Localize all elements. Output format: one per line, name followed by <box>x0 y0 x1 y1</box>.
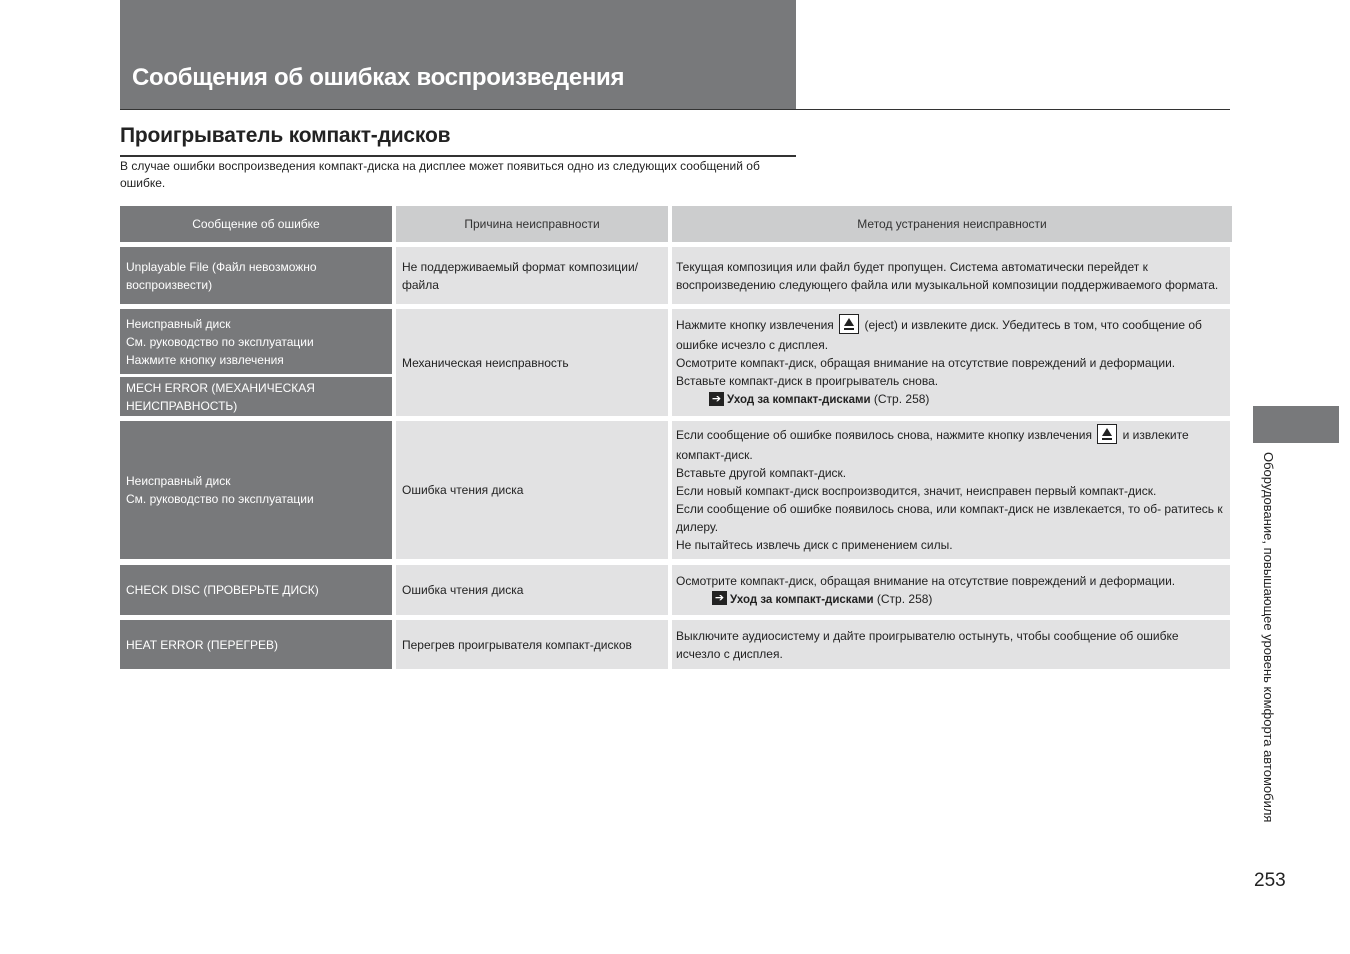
section-title: Проигрыватель компакт-дисков <box>120 124 451 147</box>
table-row-message <box>120 421 392 559</box>
cause-text: Не поддерживаемый формат композиции/файла <box>402 259 639 292</box>
table-row-cause <box>396 247 668 304</box>
page-title: Сообщения об ошибках воспроизведения <box>132 64 625 91</box>
header-band <box>120 0 796 109</box>
reference-title: Уход за компакт-дисками <box>730 593 874 606</box>
header-divider <box>120 109 1230 110</box>
solution-text: и извлеките компакт-диск. <box>676 428 1189 462</box>
section-divider <box>120 155 796 157</box>
eject-icon <box>839 314 859 334</box>
table-row-solution <box>672 620 1230 669</box>
reference-page: (Стр. 258) <box>873 392 930 406</box>
table-row-solution <box>672 565 1230 615</box>
solution-text: Если сообщение об ошибке появилось снова, нажмите кнопку извлечения <box>676 428 1092 443</box>
chapter-tab <box>1253 406 1339 443</box>
solution-text: Нажмите кнопку извлечения <box>676 318 834 333</box>
table-row-message <box>120 247 392 304</box>
reference-link[interactable] <box>676 390 1224 409</box>
table-row-message <box>120 565 392 615</box>
reference-arrow-icon: ➔ <box>709 392 724 406</box>
table-header-cause <box>396 206 668 242</box>
solution-text: Вставьте компакт-диск в проигрыватель снова. <box>676 374 939 388</box>
chapter-title: Оборудование, повышающее уровень комфорта автомобиля <box>1261 452 1276 823</box>
error-message: См. руководство по эксплуатации <box>126 334 314 349</box>
table-header-solution <box>672 206 1232 242</box>
cause-text: Ошибка чтения диска <box>402 483 524 497</box>
table-row-message <box>120 309 392 374</box>
table-row-solution <box>672 309 1230 416</box>
header-label: Причина неисправности <box>464 217 600 231</box>
header-label: Сообщение об ошибке <box>192 217 320 231</box>
table-row-cause <box>396 421 668 559</box>
solution-text: Если новый компакт-диск воспроизводится, значит, неисправен первый компакт-диск. <box>676 484 1157 498</box>
cause-text: Ошибка чтения диска <box>402 583 524 597</box>
table-row-message <box>120 377 392 416</box>
table-row-cause <box>396 565 668 615</box>
error-message: См. руководство по эксплуатации <box>126 492 314 506</box>
solution-text: Осмотрите компакт-диск, обращая внимание на отсутствие повреждений и деформации. <box>676 356 1176 370</box>
error-message: HEAT ERROR (ПЕРЕГРЕВ) <box>126 637 279 652</box>
cause-text: Перегрев проигрывателя компакт-дисков <box>402 637 632 652</box>
reference-title: Уход за компакт-дисками <box>727 394 871 406</box>
reference-link[interactable] <box>676 590 1175 609</box>
error-message: Нажмите кнопку извлечения <box>126 352 284 367</box>
eject-icon <box>1097 424 1117 444</box>
page-number: 253 <box>1254 870 1286 891</box>
error-message: Неисправный диск <box>126 316 231 331</box>
reference-arrow-icon: ➔ <box>712 591 727 605</box>
section-intro: В случае ошибки воспроизведения компакт-диска на дисплее может появиться одно из следующих сообщений об ошибке. <box>120 159 760 190</box>
table-row-message <box>120 620 392 669</box>
error-message: CHECK DISC (ПРОВЕРЬТЕ ДИСК) <box>126 583 319 597</box>
error-message: Unplayable File (Файл невозможно воспроизвести) <box>126 259 317 292</box>
solution-text: Выключите аудиосистему и дайте проигрывателю остынуть, чтобы сообщение об ошибке исчезло с дисплея. <box>676 628 1179 661</box>
solution-text: Вставьте другой компакт-диск. <box>676 466 847 480</box>
table-row-solution <box>672 247 1230 304</box>
table-row-cause <box>396 309 668 416</box>
solution-text: (eject) и извлеките диск. Убедитесь в том, что сообщение об ошибке исчезло с дисплея. <box>676 318 1202 352</box>
header-label: Метод устранения неисправности <box>857 217 1047 231</box>
table-row-cause <box>396 620 668 669</box>
table-header-message <box>120 206 392 242</box>
solution-text: Осмотрите компакт-диск, обращая внимание на отсутствие повреждений и деформации. <box>676 573 1176 588</box>
error-message: MECH ERROR (МЕХАНИЧЕСКАЯ НЕИСПРАВНОСТЬ) <box>126 380 315 413</box>
table-row-solution <box>672 421 1230 559</box>
solution-text: Если сообщение об ошибке появилось снова, или компакт-диск не извлекается, то об- ратитесь к дилеру. <box>676 502 1223 534</box>
cause-text: Механическая неисправность <box>402 355 569 370</box>
solution-text: Текущая композиция или файл будет пропущен. Система автоматически перейдет к воспроизведению следующего файла или музыкальной композиции поддерживаемого формата. <box>676 259 1219 292</box>
solution-text: Не пытайтесь извлечь диск с применением силы. <box>676 538 953 552</box>
reference-page: (Стр. 258) <box>876 591 933 606</box>
error-message: Неисправный диск <box>126 474 231 488</box>
